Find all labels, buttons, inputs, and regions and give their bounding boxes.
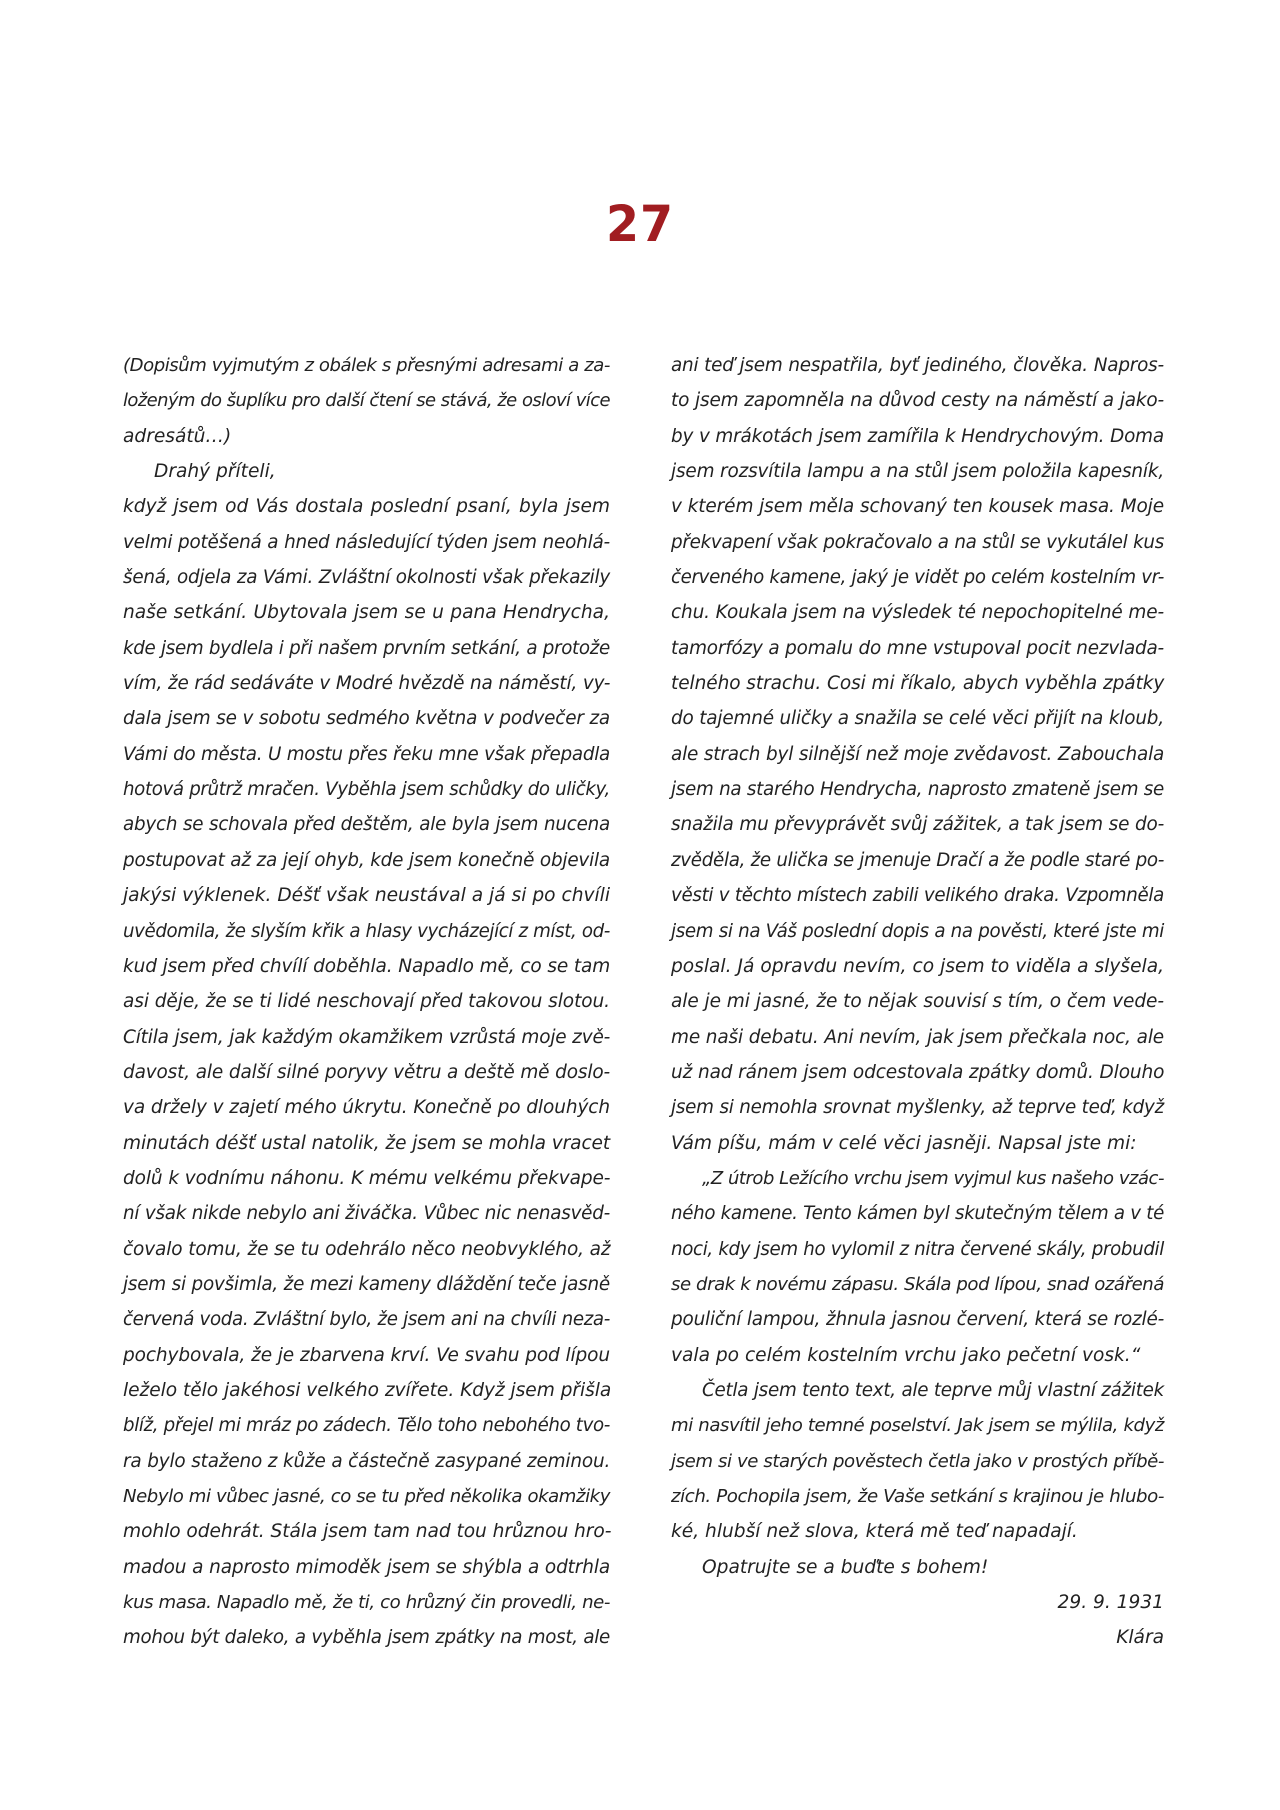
text-line: Četla jsem tento text, ale teprve můj vlastní zážitek (702, 1379, 1164, 1401)
text-line: velmi potěšená a hned následující týden jsem neohlá- (123, 531, 610, 553)
left-text-column (123, 348, 610, 1656)
text-line: jsem rozsvítila lampu a na stůl jsem položila kapesník, (671, 461, 1165, 483)
text-line: překvapení však pokračovalo a na stůl se vykutálel kus (671, 531, 1164, 553)
text-line: blíž, přejel mi mráz po zádech. Tělo toho nebohého tvo- (123, 1415, 610, 1437)
text-line: do tajemné uličky a snažila se celé věci přijít na kloub, (671, 708, 1164, 730)
text-line: jsem si ve starých pověstech četla jako v prostých příbě- (671, 1450, 1164, 1472)
text-line: už nad ránem jsem odcestovala zpátky domů. Dlouho (671, 1061, 1165, 1083)
text-line: hotová průtrž mračen. Vyběhla jsem schůdky do uličky, (123, 779, 610, 801)
text-line: va držely v zajetí mého úkrytu. Konečně po dlouhých (123, 1097, 610, 1119)
text-line: jsem si nemohla srovnat myšlenky, až teprve teď, když (671, 1097, 1164, 1119)
text-line: dala jsem se v sobotu sedmého května v podvečer za (123, 708, 610, 730)
text-line: jsem si na Váš poslední dopis a na pověsti, které jste mi (671, 920, 1164, 942)
text-line: uvědomila, že slyším křik a hlasy vycházející z míst, od- (123, 920, 610, 942)
text-line: by v mrákotách jsem zamířila k Hendrychovým. Doma (671, 425, 1164, 447)
text-line: kud jsem před chvílí doběhla. Napadlo mě, co se tam (123, 955, 611, 977)
right-text-column (671, 348, 1164, 1656)
text-line: ale strach byl silnější než moje zvědavost. Zabouchala (671, 743, 1165, 765)
text-line: vím, že rád sedáváte v Modré hvězdě na náměstí, vy- (123, 673, 611, 695)
text-line: čovalo tomu, že se tu odehrálo něco neobvyklého, až (123, 1238, 611, 1260)
text-line: adresátů…) (123, 425, 232, 447)
text-line: vala po celém kostelním vrchu jako pečetní vosk.“ (671, 1344, 1141, 1366)
text-line: ného kamene. Tento kámen byl skutečným tělem a v té (671, 1203, 1164, 1225)
text-line: poslal. Já opravdu nevím, co jsem to viděla a slyšela, (671, 955, 1164, 977)
text-line: Drahý příteli, (154, 461, 276, 483)
text-line: mohlo odehrát. Stála jsem tam nad tou hrůznou hro- (123, 1521, 612, 1543)
text-line: 29. 9. 1931 (1057, 1592, 1164, 1614)
text-line: davost, ale další silné poryvy větru a deště mě doslo- (123, 1061, 610, 1083)
text-line: Opatrujte se a buďte s bohem! (702, 1556, 989, 1578)
text-line: ra bylo staženo z kůže a částečně zasypané zeminou. (123, 1450, 611, 1472)
text-line: ani teď jsem nespatřila, byť jediného, člověka. Napros- (671, 355, 1164, 376)
text-line: pouliční lampou, žhnula jasnou červení, která se rozlé- (671, 1309, 1165, 1331)
text-line: mi nasvítil jeho temné poselství. Jak jsem se mýlila, když (671, 1415, 1164, 1437)
text-line: Vámi do města. U mostu přes řeku mne však přepadla (123, 743, 610, 765)
text-line: dolů k vodnímu náhonu. K mému velkému překvape- (123, 1167, 611, 1189)
text-line: asi děje, že se ti lidé neschovají před takovou slotou. (123, 991, 610, 1013)
text-line: telného strachu. Cosi mi říkalo, abych vyběhla zpátky (671, 673, 1165, 695)
text-line: leželo tělo jakéhosi velkého zvířete. Když jsem přišla (123, 1379, 612, 1401)
text-line: ní však nikde nebylo ani živáčka. Vůbec nic nenasvěd- (123, 1203, 611, 1225)
text-line: Nebylo mi vůbec jasné, co se tu před několika okamžiky (123, 1486, 610, 1507)
text-line: ale je mi jasné, že to nějak souvisí s tím, o čem vede- (671, 991, 1164, 1013)
text-line: to jsem zapomněla na důvod cesty na náměstí a jako- (671, 390, 1165, 412)
text-line: minutách déšť ustal natolik, že jsem se mohla vracet (123, 1132, 611, 1154)
text-line: červená voda. Zvláštní bylo, že jsem ani na chvíli neza- (123, 1309, 610, 1331)
text-line: pochybovala, že je zbarvena krví. Ve svahu pod lípou (123, 1344, 610, 1366)
text-line: kde jsem bydlela i při našem prvním setkání, a protože (123, 637, 610, 659)
text-line: věsti v těchto místech zabili velikého draka. Vzpomněla (671, 885, 1164, 907)
text-line: Klára (1116, 1627, 1164, 1649)
text-line: zích. Pochopila jsem, že Vaše setkání s krajinou je hlubo- (671, 1486, 1164, 1507)
text-line: postupovat až za její ohyb, kde jsem konečně objevila (123, 849, 610, 871)
text-line: Cítila jsem, jak každým okamžikem vzrůstá moje zvě- (123, 1026, 611, 1048)
text-line: se drak k novému zápasu. Skála pod lípou, snad ozářená (671, 1273, 1164, 1295)
text-line: madou a naprosto mimoděk jsem se shýbla a odtrhla (123, 1556, 610, 1578)
text-line: kus masa. Napadlo mě, že ti, co hrůzný čin provedli, ne- (123, 1592, 610, 1614)
text-line: šená, odjela za Vámi. Zvláštní okolnosti však překazily (123, 567, 610, 589)
text-line: v kterém jsem měla schovaný ten kousek masa. Moje (671, 496, 1164, 518)
page-number: 27 (605, 195, 675, 253)
text-line: červeného kamene, jaký je vidět po celém kostelním vr- (671, 567, 1164, 589)
text-line: (Dopisům vyjmutým z obálek s přesnými adresami a za- (123, 355, 610, 376)
text-line: zvěděla, že ulička se jmenuje Dračí a že podle staré po- (671, 849, 1165, 871)
text-line: Vám píšu, mám v celé věci jasněji. Napsal jste mi: (671, 1132, 1137, 1154)
text-line: me naši debatu. Ani nevím, jak jsem přečkala noc, ale (671, 1026, 1165, 1048)
text-line: tamorfózy a pomalu do mne vstupoval pocit nezvlada- (671, 637, 1164, 659)
text-line: loženým do šuplíku pro další čtení se stává, že osloví více (123, 390, 610, 412)
text-line: jsem si povšimla, že mezi kameny dláždění teče jasně (123, 1273, 610, 1295)
text-line: ké, hlubší než slova, která mě teď napadají. (671, 1521, 1078, 1543)
text-line: snažila mu převyprávět svůj zážitek, a tak jsem se do- (671, 814, 1165, 836)
text-line: když jsem od Vás dostala poslední psaní, byla jsem (123, 496, 610, 518)
text-line: noci, kdy jsem ho vylomil z nitra červené skály, probudil (671, 1238, 1164, 1260)
text-line: „Z útrob Ležícího vrchu jsem vyjmul kus našeho vzác- (702, 1167, 1164, 1189)
text-line: jakýsi výklenek. Déšť však neustával a já si po chvíli (123, 885, 610, 907)
text-line: chu. Koukala jsem na výsledek té nepochopitelné me- (671, 602, 1164, 624)
text-line: abych se schovala před deštěm, ale byla jsem nucena (123, 814, 610, 836)
text-line: naše setkání. Ubytovala jsem se u pana Hendrycha, (123, 602, 610, 624)
text-line: mohou být daleko, a vyběhla jsem zpátky na most, ale (123, 1627, 610, 1649)
text-line: jsem na starého Hendrycha, naprosto zmateně jsem se (671, 779, 1164, 801)
